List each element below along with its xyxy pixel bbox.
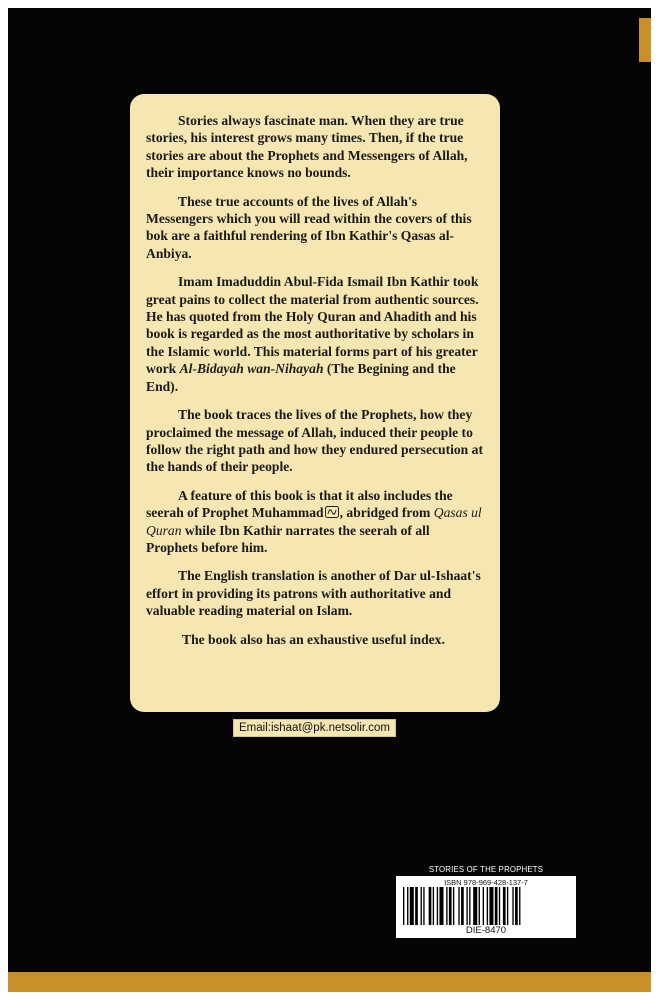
barcode-bar [515,887,518,925]
blurb-panel [130,94,500,712]
barcode-bar [458,887,459,925]
barcode-bar [407,887,408,925]
barcode-bars [403,887,569,925]
barcode-bar [403,887,404,925]
blurb-paragraph-4: The book traces the lives of the Prophets, how they proclaimed the message of Allah, induced their people to follow the right path and how they endured persecution at the hands of their people. [146,407,483,475]
barcode-bar [461,887,464,925]
barcode-bar [449,887,452,925]
p3-book-title: Al-Bidayah wan-Nihayah [179,361,324,377]
p5-text-a: A feature of this book is that it also includes the seerah of Prophet Muhammad [146,487,453,521]
barcode-bar [453,887,454,925]
barcode-label [396,876,576,938]
p5-text-c: while Ibn Kathir narrates the seerah of all Prophets before him. [146,522,430,555]
barcode-bar [433,887,434,925]
back-cover [8,8,651,992]
barcode-bar [473,887,477,925]
series-title: STORIES OF THE PROPHETS [428,865,544,874]
blurb-paragraph-5 [146,487,484,557]
blurb-paragraph-6: The English translation is another of Dar ul-Ishaat's effort in providing its patrons with authoritative and valuable reading material on Islam. [146,568,481,619]
p5-book-title: Qasas ul Quran [146,505,482,538]
barcode-bar [421,887,422,925]
barcode-bar [499,887,500,925]
isbn-number: ISBN 978-969-428-137-7 [444,878,528,887]
p5-text-b: , abridged from [339,505,434,521]
barcode-bar [446,887,447,925]
barcode-block [396,865,576,938]
blurb-paragraph-7: The book also has an exhaustive useful index. [182,631,445,647]
publisher-email: Email:ishaat@pk.netsolir.com [233,719,396,737]
blurb-paragraph-1: Stories always fascinate man. When they are true stories, his interest grows many times. Then, if the true stories are about the Prophets and Messengers of Allah, their importance knows no bounds. [146,113,468,181]
blurb-paragraph-3 [146,273,484,395]
barcode-bar [429,887,432,925]
barcode-bar [489,887,493,925]
barcode-bar [410,887,414,925]
barcode-bar [466,887,467,925]
spine-tab [639,18,651,62]
barcode-bar [483,887,484,925]
salutation-seal-icon [325,506,339,518]
barcode-bar [495,887,498,925]
barcode-bar [507,887,508,925]
barcode-bar [437,887,438,925]
barcode-bar [439,887,443,925]
p3-text: Imam Imaduddin Abul-Fida Ismail Ibn Kathir took great pains to collect the material from authentic sources. He has quoted from the Holy Quran and Ahadith and his book is regarded as the most authoritative by scholars in the Islamic world. This material forms part of his greater work [146,274,479,377]
bottom-color-stripe [8,972,651,992]
barcode-bar [479,887,480,925]
barcode-bar [423,887,424,925]
p3-text-end: (The Begining and the End). [146,361,456,394]
product-code: DIE-8470 [465,925,507,936]
barcode-bar [512,887,513,925]
blurb-paragraph-2: These true accounts of the lives of Allah's Messengers which you will read within the covers of this bok are a faithful rendering of Ibn Kathir's Qasas al-Anbiya. [146,193,472,261]
barcode-bar [503,887,506,925]
barcode-bar [487,887,488,925]
barcode-bar [519,887,520,925]
barcode-bar [469,887,470,925]
barcode-bar [415,887,418,925]
